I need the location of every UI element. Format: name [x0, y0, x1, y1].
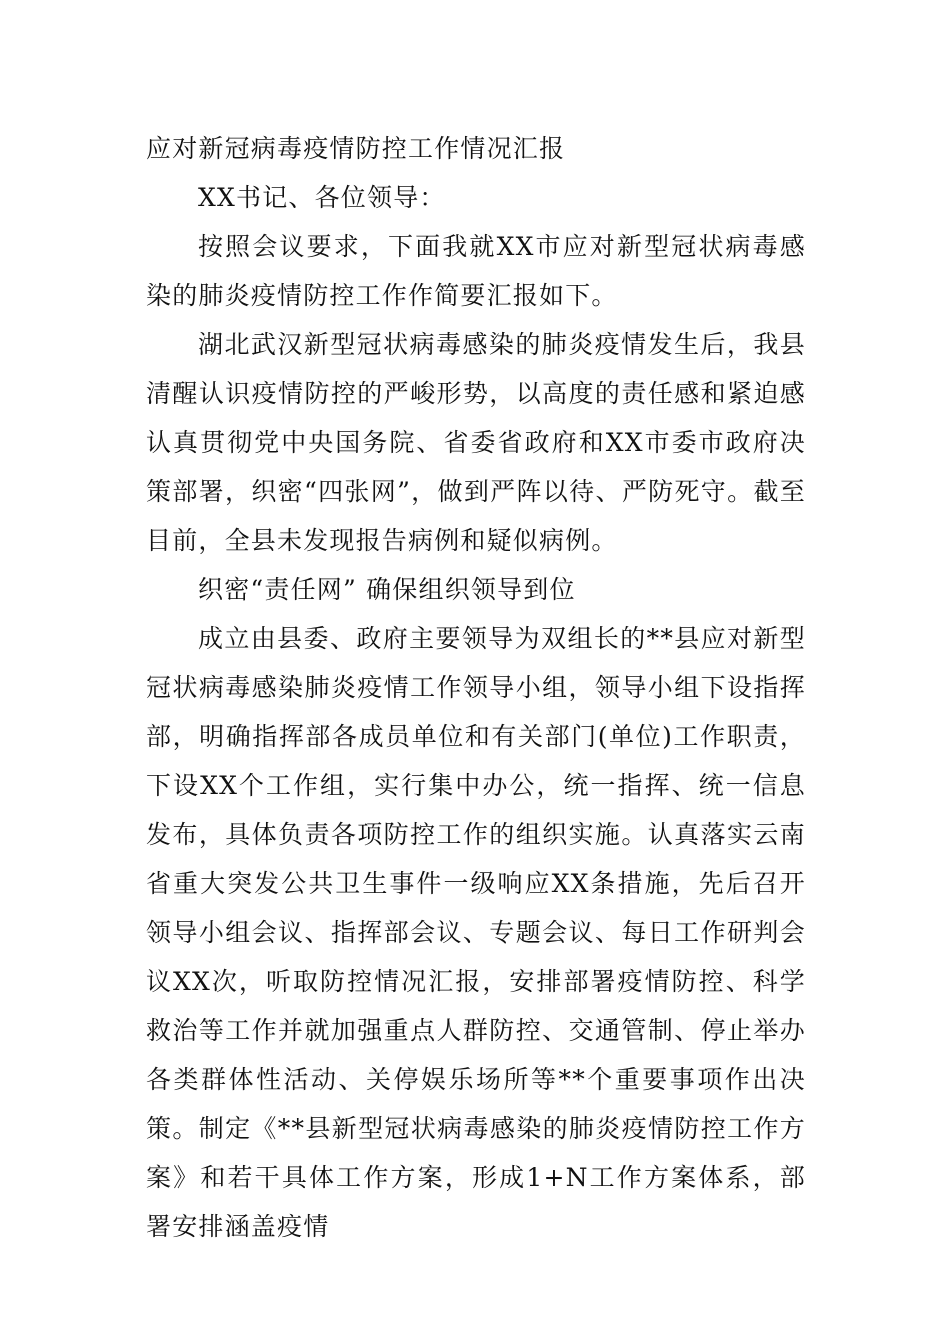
document-title: 应对新冠病毒疫情防控工作情况汇报	[146, 134, 566, 163]
paragraph-intro: 按照会议要求，下面我就XX市应对新型冠状病毒感染的肺炎疫情防控工作作简要汇报如下。	[146, 232, 806, 310]
document-body	[146, 124, 806, 1251]
section-heading: 织密“责任网” 确保组织领导到位	[198, 575, 576, 604]
paragraph-organization: 成立由县委、政府主要领导为双组长的**县应对新型冠状病毒感染肺炎疫情工作领导小组，领导小组下设指挥部，明确指挥部各成员单位和有关部门(单位)工作职责，下设XX个工作组，实行集中办公，统一指挥、统一信息发布，具体负责各项防控工作的组织实施。认真落实云南省重大突发公共卫生事件一级响应XX条措施，先后召开领导小组会议、指挥部会议、专题会议、每日工作研判会议XX次，听取防控情况汇报，安排部署疫情防控、科学救治等工作并就加强重点人群防控、交通管制、停止举办各类群体性活动、关停娱乐场所等**个重要事项作出决策。制定《**县新型冠状病毒感染的肺炎疫情防控工作方案》和若干具体工作方案，形成1+N工作方案体系，部署安排涵盖疫情	[146, 624, 806, 1241]
salutation: XX书记、各位领导：	[198, 183, 446, 212]
paragraph-background: 湖北武汉新型冠状病毒感染的肺炎疫情发生后，我县清醒认识疫情防控的严峻形势，以高度的责任感和紧迫感认真贯彻党中央国务院、省委省政府和XX市委市政府决策部署，织密“四张网”，做到严阵以待、严防死守。截至目前，全县未发现报告病例和疑似病例。	[146, 330, 806, 555]
